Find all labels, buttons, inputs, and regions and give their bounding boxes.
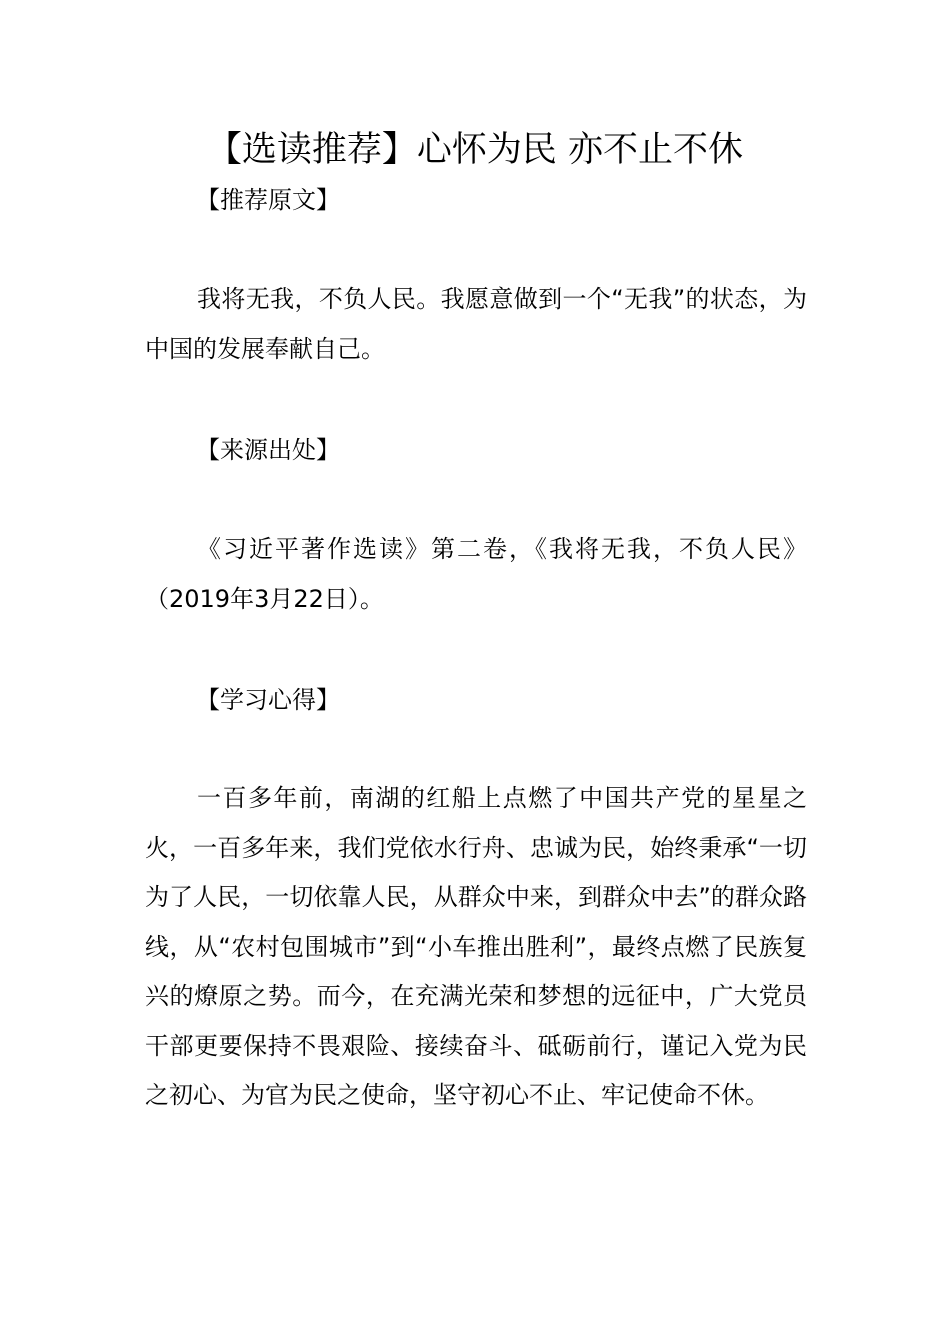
section-heading-recommended-text: 【推荐原文】	[196, 186, 340, 214]
paragraph-source: 《习近平著作选读》第二卷，《我将无我，不负人民》（2019年3月22日）。	[145, 535, 807, 613]
paragraph-recommended-text: 我将无我，不负人民。我愿意做到一个“无我”的状态，为中国的发展奉献自己。	[145, 285, 807, 363]
paragraph-study-notes: 一百多年前，南湖的红船上点燃了中国共产党的星星之火，一百多年来，我们党依水行舟、忠诚为民，始终秉承“一切为了人民，一切依靠人民，从群众中来，到群众中去”的群众路线，从“农村包围城市”到“小车推出胜利”，最终点燃了民族复兴的燎原之势。而今，在充满光荣和梦想的远征中，广大党员干部更要保持不畏艰险、接续奋斗、砥砺前行，谨记入党为民之初心、为官为民之使命，坚守初心不止、牢记使命不休。	[145, 784, 807, 1109]
document-title: 【选读推荐】心怀为民 亦不止不休	[206, 130, 744, 170]
section-heading-source: 【来源出处】	[196, 436, 340, 464]
section-heading-study-notes: 【学习心得】	[196, 686, 340, 714]
